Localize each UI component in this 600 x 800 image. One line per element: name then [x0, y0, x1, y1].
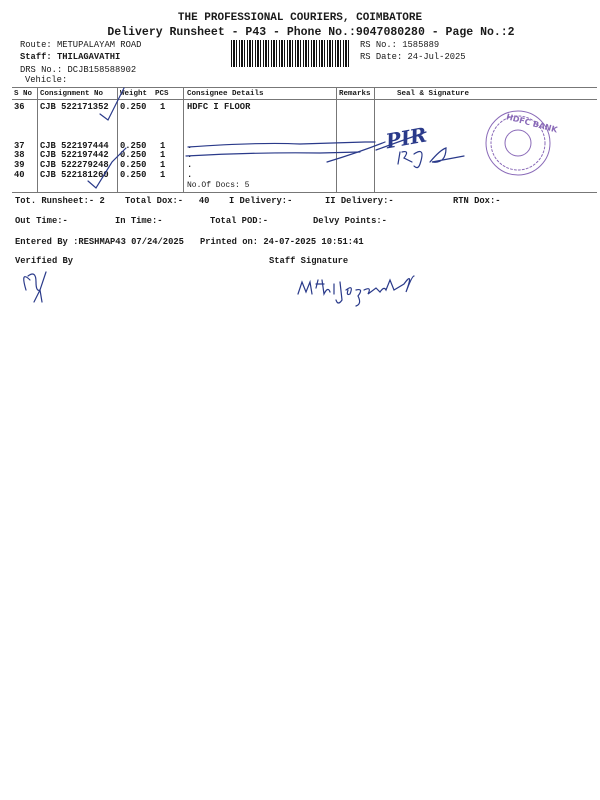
pcs: 1 — [160, 150, 166, 160]
drs-no: DRS No.: DCJB158588902 — [20, 65, 137, 75]
printed-on: Printed on: 24-07-2025 10:51:41 — [200, 237, 364, 247]
sno: 40 — [14, 170, 25, 180]
weight: 0.250 — [120, 141, 147, 151]
pcs: 1 — [160, 102, 166, 112]
no-of-docs: No.Of Docs: 5 — [187, 181, 250, 190]
col-header-sno: S No — [14, 90, 33, 98]
col-header-pcs: PCS — [155, 90, 169, 98]
in-time: In Time:- — [115, 216, 163, 226]
weight: 0.250 — [120, 170, 147, 180]
rs-no: RS No.: 1585889 — [360, 40, 440, 50]
total-pod: Total POD:- — [210, 216, 269, 226]
staff-signature-label: Staff Signature — [269, 256, 349, 266]
col-header-remarks: Remarks — [339, 90, 371, 98]
total-dox: Total Dox:- 40 — [125, 196, 210, 206]
entered-by: Entered By :RESHMAP43 07/24/2025 — [15, 237, 184, 247]
verified-signature — [24, 272, 46, 302]
svg-text:HDFC BANK: HDFC BANK — [505, 112, 559, 135]
sno: 39 — [14, 160, 25, 170]
tot-runsheet: Tot. Runsheet:- 2 — [15, 196, 105, 206]
sno: 36 — [14, 102, 25, 112]
i-delivery: I Delivery:- — [229, 196, 293, 206]
consignment-no: CJB 522197444 — [40, 141, 109, 151]
rtn-dox: RTN Dox:- — [453, 196, 501, 206]
consignment-no: CJB 522279248 — [40, 160, 109, 170]
pcs: 1 — [160, 160, 166, 170]
consignee-details: . — [187, 141, 193, 151]
consignment-no: CJB 522181260 — [40, 170, 109, 180]
col-header-consignment: Consignment No — [40, 90, 104, 98]
consignee-details: . — [187, 160, 193, 170]
weight: 0.250 — [120, 160, 147, 170]
consignee-details: . — [187, 170, 193, 180]
runsheet-subtitle: Delivery Runsheet - P43 - Phone No.:9047080280 - Page No.:2 — [107, 26, 515, 39]
check-mark-icon — [100, 88, 124, 120]
consignee-details: HDFC I FLOOR — [187, 102, 251, 112]
col-header-weight: Weight — [120, 90, 148, 98]
arrow-line — [188, 142, 375, 147]
sno: 37 — [14, 141, 25, 151]
arrow-line — [186, 152, 360, 156]
consignment-no: CJB 522171352 — [40, 102, 109, 112]
vehicle: Vehicle: — [25, 75, 68, 85]
check-mark-icon — [88, 148, 126, 188]
sno: 38 — [14, 150, 25, 160]
initials-handwriting — [398, 148, 464, 168]
route: Route: METUPALAYAM ROAD — [20, 40, 142, 50]
consignment-no: CJB 522197442 — [40, 150, 109, 160]
weight: 0.250 — [120, 150, 147, 160]
staff: Staff: THILAGAVATHI — [20, 52, 121, 62]
col-header-seal: Seal & Signature — [397, 90, 470, 98]
verified-by-label: Verified By — [15, 256, 74, 266]
rs-date: RS Date: 24-Jul-2025 — [360, 52, 466, 62]
staff-signature — [298, 276, 414, 306]
company-title: THE PROFESSIONAL COURIERS, COIMBATORE — [177, 12, 423, 24]
pcs: 1 — [160, 170, 166, 180]
remark-handwriting: PIR — [383, 122, 429, 154]
col-header-consignee: Consignee Details — [187, 90, 264, 98]
out-time: Out Time:- — [15, 216, 68, 226]
delvy-points: Delvy Points:- — [313, 216, 387, 226]
bank-stamp — [486, 111, 559, 175]
pcs: 1 — [160, 141, 166, 151]
ii-delivery: II Delivery:- — [325, 196, 394, 206]
consignee-details: . — [187, 150, 193, 160]
weight: 0.250 — [120, 102, 147, 112]
